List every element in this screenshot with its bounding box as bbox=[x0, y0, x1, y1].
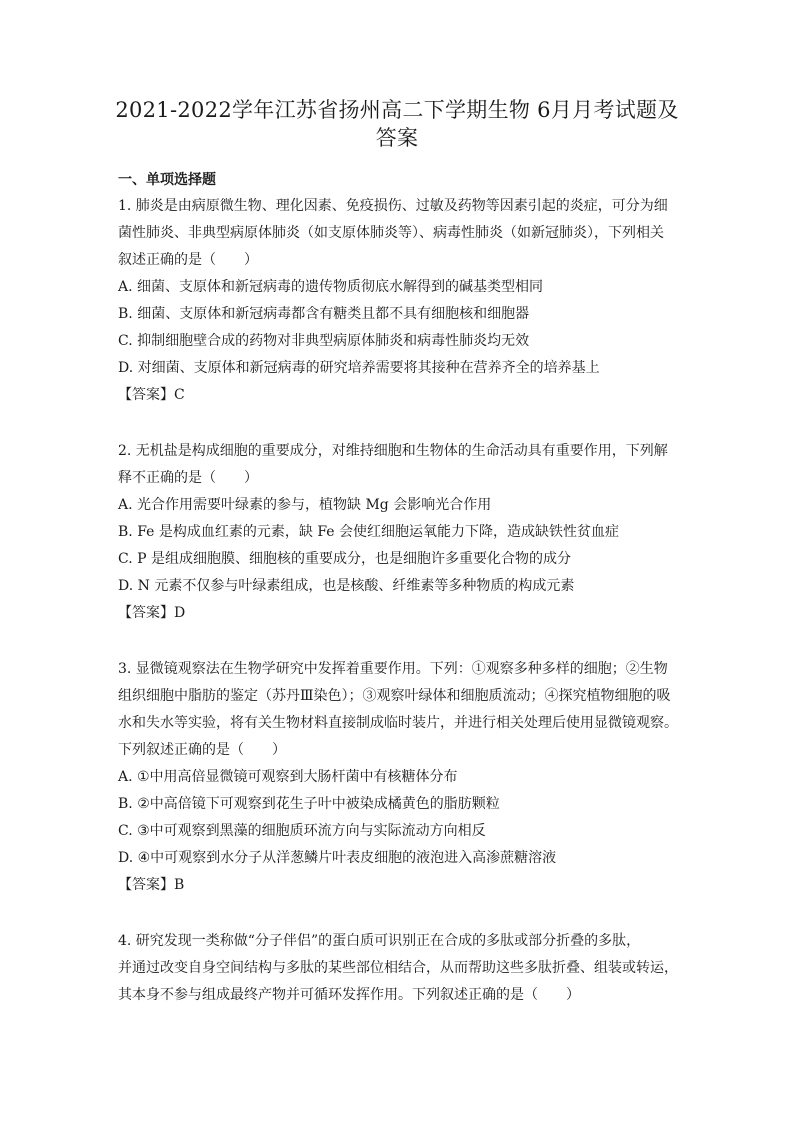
question-stem-line: 3. 显微镜观察法在生物学研究中发挥着重要作用。下列：①观察多种多样的细胞；②生物 bbox=[118, 661, 668, 677]
option-d: D. ④中可观察到水分子从洋葱鳞片叶表皮细胞的液泡进入高渗蔗糖溶液 bbox=[118, 850, 557, 866]
question-stem-line: 2. 无机盐是构成细胞的重要成分，对维持细胞和生物体的生命活动具有重要作用，下列解 bbox=[118, 443, 668, 459]
question-stem-line: 菌性肺炎、非典型病原体肺炎（如支原体肺炎等）、病毒性肺炎（如新冠肺炎），下列相关 bbox=[118, 225, 664, 241]
question-2 bbox=[118, 438, 690, 627]
document-title bbox=[100, 96, 694, 152]
question-4 bbox=[118, 928, 690, 1009]
answer-key: 【答案】C bbox=[118, 387, 185, 403]
question-stem-line: 组织细胞中脂肪的鉴定（苏丹Ⅲ染色）；③观察叶绿体和细胞质流动；④探究植物细胞的吸 bbox=[118, 688, 671, 704]
question-stem-line: 水和失水等实验，将有关生物材料直接制成临时装片，并进行相关处理后使用显微镜观察。 bbox=[118, 715, 678, 731]
question-stem-line: 下列叙述正确的是（ ） bbox=[118, 742, 286, 758]
question-stem-line: 并通过改变自身空间结构与多肽的某些部位相结合，从而帮助这些多肽折叠、组装或转运， bbox=[118, 960, 678, 976]
answer-key: 【答案】B bbox=[118, 877, 185, 893]
question-stem-line: 叙述正确的是（ ） bbox=[118, 252, 258, 268]
option-a: A. 细菌、支原体和新冠病毒的遗传物质彻底水解得到的碱基类型相同 bbox=[118, 279, 544, 295]
option-a: A. ①中用高倍显微镜可观察到大肠杆菌中有核糖体分布 bbox=[118, 769, 458, 785]
question-1 bbox=[118, 193, 690, 409]
option-d: D. N 元素不仅参与叶绿素组成，也是核酸、纤维素等多种物质的构成元素 bbox=[118, 578, 575, 594]
option-c: C. ③中可观察到黑藻的细胞质环流方向与实际流动方向相反 bbox=[118, 823, 486, 839]
question-stem-line: 释不正确的是（ ） bbox=[118, 470, 258, 486]
question-stem-line: 1. 肺炎是由病原微生物、理化因素、免疫损伤、过敏及药物等因素引起的炎症，可分为细 bbox=[118, 198, 668, 214]
option-c: C. P 是组成细胞膜、细胞核的重要成分，也是细胞许多重要化合物的成分 bbox=[118, 551, 571, 567]
title-line-2: 答案 bbox=[375, 126, 419, 150]
title-line-1: 2021-2022学年江苏省扬州高二下学期生物 6月月考试题及 bbox=[115, 98, 679, 122]
option-a: A. 光合作用需要叶绿素的参与，植物缺 Mg 会影响光合作用 bbox=[118, 497, 492, 513]
option-d: D. 对细菌、支原体和新冠病毒的研究培养需要将其接种在营养齐全的培养基上 bbox=[118, 360, 600, 376]
option-c: C. 抑制细胞壁合成的药物对非典型病原体肺炎和病毒性肺炎均无效 bbox=[118, 333, 530, 349]
question-3 bbox=[118, 656, 690, 899]
answer-key: 【答案】D bbox=[118, 605, 186, 621]
question-stem-line: 4. 研究发现一类称做“分子伴侣”的蛋白质可识别正在合成的多肽或部分折叠的多肽， bbox=[118, 933, 641, 949]
option-b: B. ②中高倍镜下可观察到花生子叶中被染成橘黄色的脂肪颗粒 bbox=[118, 796, 500, 812]
option-b: B. Fe 是构成血红素的元素，缺 Fe 会使红细胞运氧能力下降，造成缺铁性贫血症 bbox=[118, 524, 620, 540]
question-stem-line: 其本身不参与组成最终产物并可循环发挥作用。下列叙述正确的是（ ） bbox=[118, 987, 580, 1003]
option-b: B. 细菌、支原体和新冠病毒都含有糖类且都不具有细胞核和细胞器 bbox=[118, 306, 530, 322]
section-heading: 一、单项选择题 bbox=[118, 172, 216, 188]
